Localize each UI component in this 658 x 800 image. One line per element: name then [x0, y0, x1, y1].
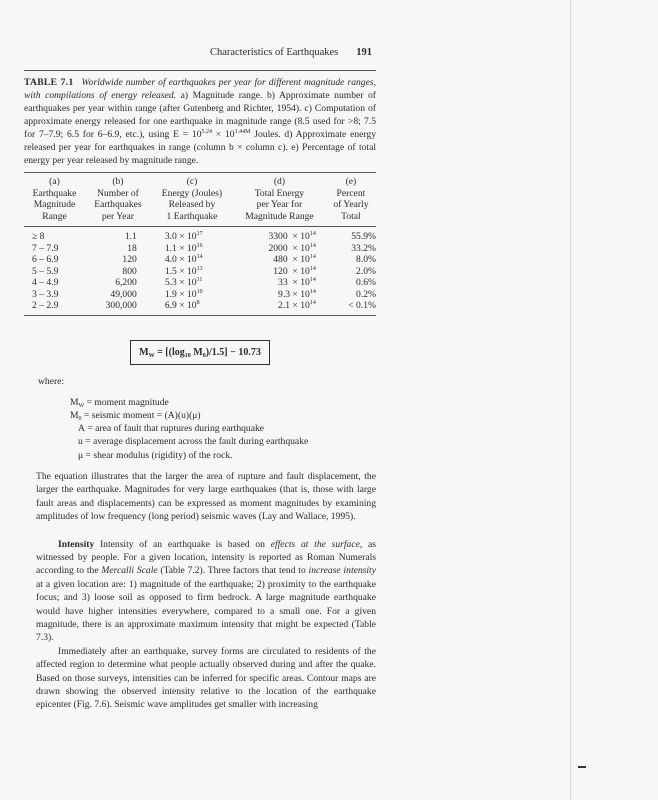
formula-sub: 10	[184, 352, 191, 359]
column-header	[233, 176, 326, 227]
percent-cell: 2.0%	[356, 265, 376, 277]
mantissa: 1.9 × 10	[164, 288, 197, 300]
range-cell: 5 – 5.9	[32, 265, 59, 277]
energy-cell	[151, 227, 233, 243]
count-cell: 300,000	[105, 300, 137, 311]
exponent: 14	[309, 242, 316, 249]
caption-text: × 10	[212, 129, 235, 140]
header-line: per Year for	[256, 199, 303, 210]
definition-item	[70, 449, 376, 462]
percent-cell: 33.2%	[351, 242, 376, 254]
formula-part: = [(log	[154, 346, 185, 358]
text-column	[24, 0, 376, 724]
mantissa: 1.5 × 10	[164, 265, 197, 277]
caption-title: Worldwide number of earthquakes per year for different magnitude ranges, with compilations of energy released.	[24, 77, 376, 101]
mantissa: 5.3 × 10	[164, 277, 197, 288]
total-energy-cell	[233, 289, 326, 301]
percent-cell: 8.0%	[356, 254, 376, 265]
text: Immediately after an earthquake, survey forms are circulated to residents of the affected region to determine what people actually observed during and after the quake. Based on those surveys, intensities can be inferred for specific areas. Contour maps are drawn showing the observed intensity relative to the location of the earthquake epicenter (Fig. 7.6). Seismic wave amplitudes get smaller with increasing	[36, 645, 376, 711]
table-row	[24, 254, 376, 266]
header-line: Total Energy	[254, 187, 305, 199]
header-line: Magnitude Range	[245, 210, 314, 222]
header-line: per Year	[101, 210, 134, 222]
definition-text: = average displacement across the fault during earthquake	[82, 436, 309, 448]
header-line: (e)	[345, 176, 357, 187]
exponent: 16	[196, 242, 203, 249]
symbol-sub: 0	[78, 415, 82, 422]
where-label: where:	[38, 375, 65, 387]
column-header	[24, 176, 85, 227]
range-cell: 6 – 6.9	[32, 254, 59, 265]
count-cell: 49,000	[110, 288, 137, 300]
symbol: A	[78, 423, 85, 435]
symbol: M	[70, 396, 79, 408]
caption-text: Joules. d) Approximate energy released per year for earthquakes in range (column b × column c). e) Percentage of total energy per year released by magnitude range.	[24, 129, 376, 166]
exponent: 14	[309, 300, 316, 306]
definition-item	[70, 422, 376, 435]
formula-part: M	[139, 346, 149, 358]
text: (Table 7.2). Three factors that tend to	[157, 565, 309, 577]
range-cell: 2 – 2.9	[32, 300, 59, 311]
header-title: Characteristics of Earthquakes	[209, 47, 339, 58]
mantissa: 3.0 × 10	[164, 231, 197, 242]
count-cell: 18	[127, 242, 137, 254]
header-line: (a)	[49, 176, 60, 187]
range-cell: ≥ 8	[32, 231, 45, 242]
exponent: 14	[309, 254, 316, 260]
column-header	[326, 176, 376, 227]
header-row	[24, 176, 376, 227]
intensity-paragraph	[36, 538, 376, 712]
emphasis: increase intensity	[308, 565, 376, 577]
text: as witnessed by people. For a given location, intensity is reported as Roman Numerals according to the	[36, 538, 376, 577]
header-line: Range	[42, 210, 67, 222]
margin-mark	[578, 766, 586, 768]
formula-part: M	[190, 346, 203, 358]
percent-cell: 0.2%	[356, 288, 376, 300]
range-cell: 3 – 3.9	[32, 288, 59, 300]
total-energy-cell	[233, 243, 326, 255]
count-cell: 120	[122, 254, 137, 265]
header-line: Earthquakes	[94, 199, 142, 210]
section-heading: Intensity	[58, 538, 95, 550]
text: at a given location are: 1) magnitude of the earthquake; 2) proximity to the earthquake focus; and 3) loose soil as opposed to firm bedrock. A large magnitude earthquake would have higher intensities everywhere, compared to a small one. For a given magnitude, there is an approximate maximum intensity that might be expected (Table 7.3).	[36, 578, 376, 644]
header-line: Released by	[168, 199, 216, 210]
mantissa: 480 × 10	[273, 254, 310, 265]
table-caption	[24, 70, 376, 173]
formula-sub: W	[148, 352, 155, 359]
header-line: Energy (Joules)	[161, 187, 223, 199]
energy-cell	[151, 243, 233, 255]
header-line: Number of	[97, 187, 139, 199]
exponent: 11	[196, 277, 203, 283]
table-row	[24, 289, 376, 301]
table-label: TABLE 7.1	[24, 77, 74, 88]
exponent: 13	[196, 265, 203, 272]
formula-container	[24, 340, 376, 365]
mantissa: 9.3 × 10	[278, 288, 310, 300]
formula-sub: 0	[202, 352, 206, 359]
exponent: 17	[196, 231, 203, 237]
moment-magnitude-formula	[130, 340, 270, 365]
energy-cell	[151, 254, 233, 266]
symbol: μ	[78, 449, 84, 461]
definition-text: = shear modulus (rigidity) of the rock.	[83, 449, 233, 461]
exponent: 10	[196, 288, 203, 295]
range-cell: 7 – 7.9	[32, 242, 59, 254]
definition-item	[70, 409, 376, 422]
paragraph: The equation illustrates that the larger the area of rupture and fault displacement, the larger the earthquake. Magnitudes for very large earthquakes (that is, those with large fault areas and displacements) can be expressed as moment magnitudes by examining amplitudes of low frequency (long period) seismic waves (Lay and Wallace, 1995).	[36, 470, 376, 523]
definition-text: = moment magnitude	[84, 396, 169, 408]
earthquake-table	[24, 176, 376, 316]
table-row	[24, 300, 376, 315]
header-line: of Yearly	[333, 199, 369, 210]
table-row	[24, 243, 376, 255]
header-line: 1 Earthquake	[166, 210, 218, 222]
table-row	[24, 266, 376, 278]
percent-cell: 55.9%	[351, 231, 376, 242]
header-line: Magnitude	[33, 199, 76, 210]
exponent: 14	[196, 254, 203, 260]
energy-cell	[151, 277, 233, 289]
range-cell: 4 – 4.9	[32, 277, 59, 288]
mantissa: 3300 × 10	[268, 231, 310, 242]
page-edge	[570, 0, 571, 800]
symbol: M	[70, 409, 79, 421]
page-number: 191	[356, 47, 372, 58]
total-energy-cell	[233, 254, 326, 266]
text: Intensity of an earthquake is based on	[94, 538, 271, 550]
mantissa: 120 × 10	[273, 265, 310, 277]
count-cell: 1.1	[124, 231, 137, 242]
definitions-list	[70, 396, 376, 462]
energy-cell	[151, 289, 233, 301]
mantissa: 2.1 × 10	[278, 300, 310, 311]
header-line: Total	[341, 210, 361, 222]
exponent: 5.24	[201, 129, 213, 135]
exponent: 14	[309, 277, 316, 283]
exponent: 8	[196, 300, 200, 306]
total-energy-cell	[233, 277, 326, 289]
energy-cell	[151, 266, 233, 278]
energy-cell	[151, 300, 233, 315]
symbol-sub: W	[78, 402, 85, 409]
count-cell: 800	[122, 265, 137, 277]
definition-text: = area of fault that ruptures during earthquake	[84, 423, 265, 435]
definition-item	[70, 435, 376, 448]
percent-cell: 0.6%	[356, 277, 376, 288]
header-line: (b)	[112, 176, 124, 187]
exponent: 14	[309, 265, 316, 272]
exponent: 14	[309, 288, 316, 295]
table-row	[24, 227, 376, 243]
table-row	[24, 277, 376, 289]
symbol: u	[78, 436, 83, 448]
header-line: Earthquake	[32, 187, 77, 199]
count-cell: 6,200	[115, 277, 137, 288]
mantissa: 33 × 10	[278, 277, 310, 288]
header-line: Percent	[336, 187, 366, 199]
header-line: (c)	[186, 176, 198, 187]
header-line: (d)	[273, 176, 286, 187]
exponent: 14	[309, 231, 316, 237]
caption-text: a) Magnitude range. b) Approximate number of earthquakes per year within range (after Gutenberg and Richter, 1954). c) Computation of approximate energy released for one earthquake in magnitude range (8.5 used for >8; 7.5 for 7–7.9; 6.5 for 6–6.9, etc.), using E = 10	[24, 90, 377, 140]
emphasis: effects at the surface,	[270, 538, 363, 550]
percent-cell: < 0.1%	[348, 300, 376, 311]
formula-part: )/1.5] − 10.73	[205, 346, 261, 358]
column-header	[85, 176, 151, 227]
column-header	[151, 176, 233, 227]
definition-item	[70, 396, 376, 409]
running-header	[24, 46, 376, 60]
mantissa: 1.1 × 10	[164, 242, 197, 254]
total-energy-cell	[233, 300, 326, 315]
exponent: 1.44M	[234, 129, 251, 135]
total-energy-cell	[233, 227, 326, 243]
mantissa: 6.9 × 10	[164, 300, 197, 311]
mantissa: 4.0 × 10	[164, 254, 197, 265]
mantissa: 2000 × 10	[268, 242, 310, 254]
emphasis: Mercalli Scale	[101, 565, 158, 577]
definition-text: = seismic moment = (A)(u)(μ)	[81, 409, 201, 421]
total-energy-cell	[233, 266, 326, 278]
